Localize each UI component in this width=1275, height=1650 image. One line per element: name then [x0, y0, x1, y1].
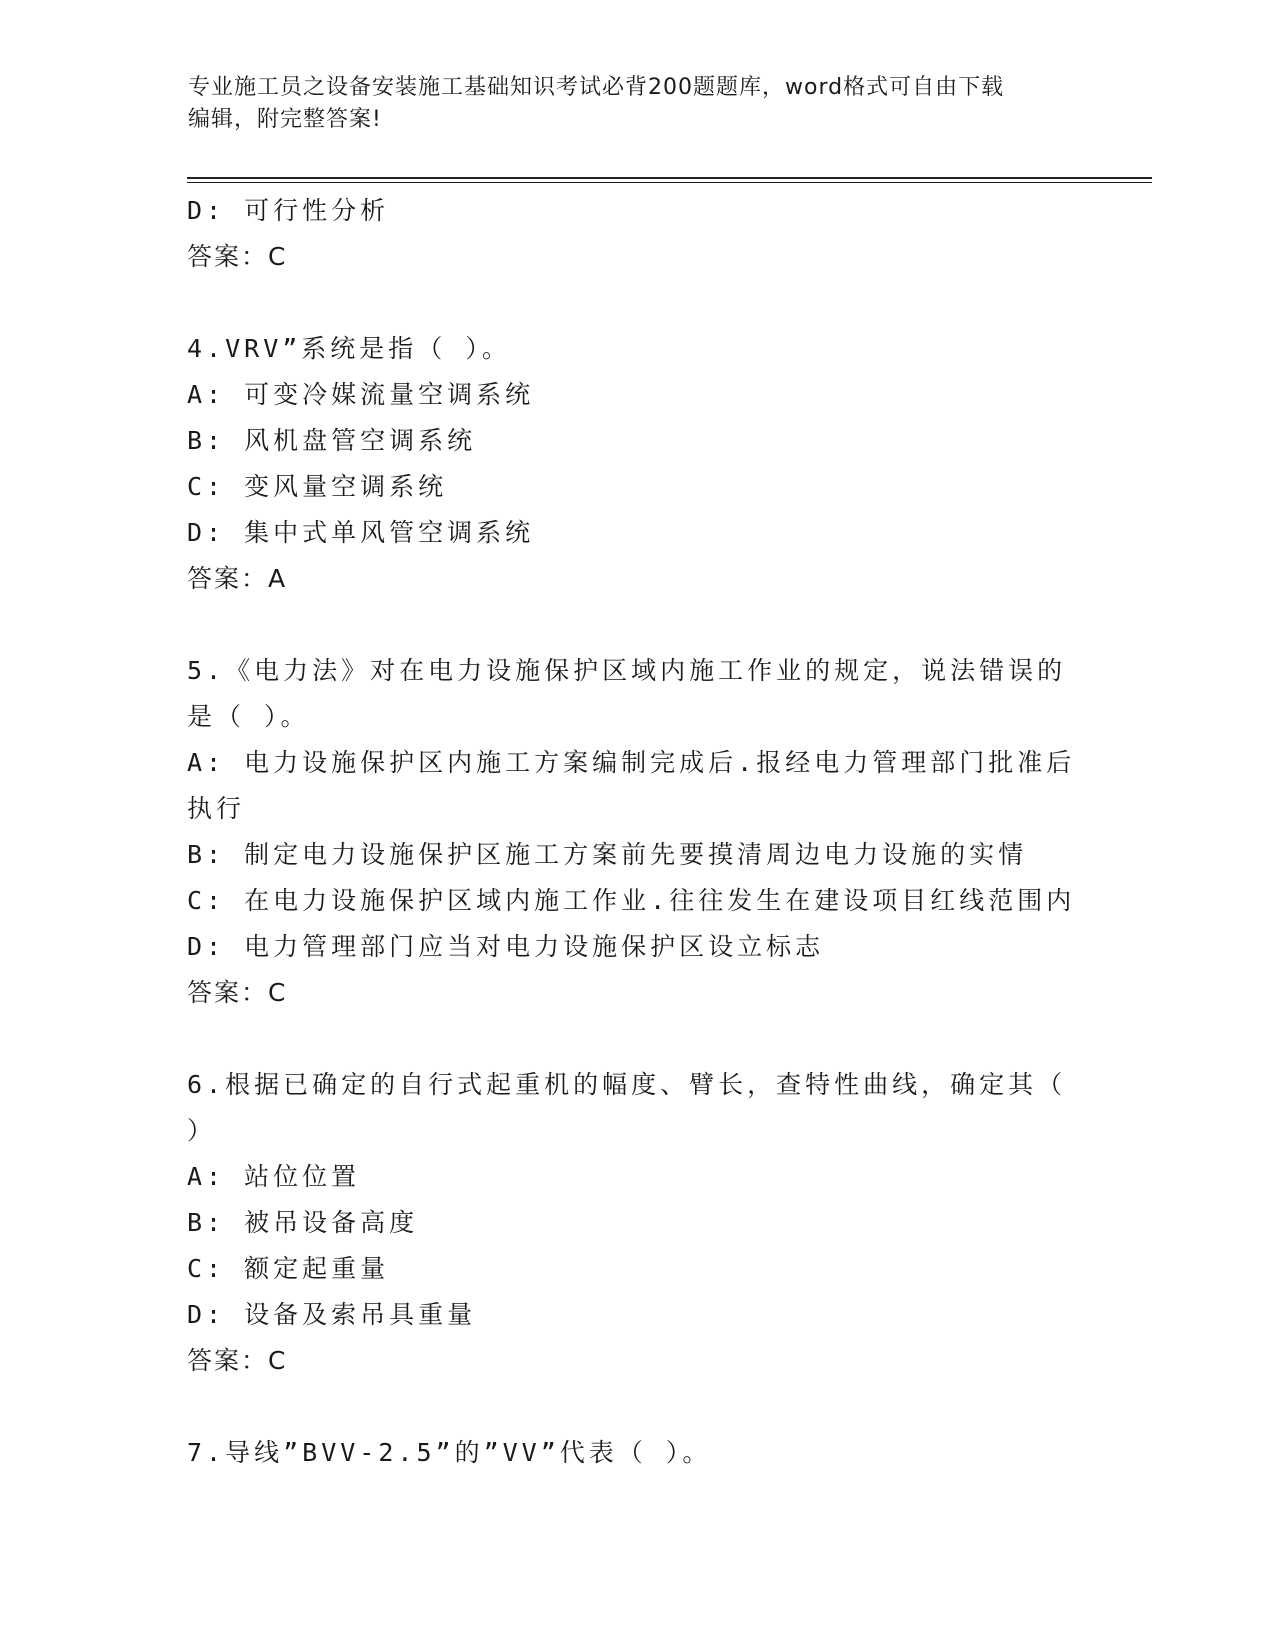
question-5-stem-line-1: 5.《电力法》对在电力设施保护区域内施工作业的规定，说法错误的: [187, 656, 1067, 685]
header-title-line-1: 专业施工员之设备安装施工基础知识考试必背200题题库，word格式可自由下载: [188, 75, 1005, 100]
question-6-option-c: C: 额定起重量: [187, 1254, 390, 1283]
question-4-option-b: B: 风机盘管空调系统: [187, 426, 477, 455]
question-5-answer: 答案：C: [187, 978, 288, 1007]
question-6-answer: 答案：C: [187, 1346, 288, 1375]
question-6-option-b: B: 被吊设备高度: [187, 1208, 419, 1237]
question-5-option-b: B: 制定电力设施保护区施工方案前先要摸清周边电力设施的实情: [187, 840, 1028, 869]
question-5-option-a-line-2: 执行: [187, 794, 246, 823]
question-6-option-a: A: 站位位置: [187, 1162, 361, 1191]
question-4-answer: 答案：A: [187, 564, 288, 593]
spacer: [187, 1016, 1067, 1062]
header-divider-thin: [187, 182, 1152, 183]
question-6-stem-line-2: ）: [187, 1116, 217, 1145]
question-5-option-d: D: 电力管理部门应当对电力设施保护区设立标志: [187, 932, 825, 961]
header-divider-thick: [187, 177, 1152, 179]
spacer: [187, 280, 1067, 326]
question-4-option-c: C: 变风量空调系统: [187, 472, 448, 501]
header-title-line-2: 编辑，附完整答案!: [188, 107, 382, 132]
spacer: [187, 1384, 1067, 1430]
prev-question-answer: 答案：C: [187, 242, 288, 271]
spacer: [187, 602, 1067, 648]
page-header: [188, 72, 1068, 136]
prev-question-option-d: D: 可行性分析: [187, 196, 390, 225]
question-5-option-c: C: 在电力设施保护区域内施工作业.往往发生在建设项目红线范围内: [187, 886, 1076, 915]
question-4-stem: 4.VRV”系统是指（ ）。: [187, 334, 511, 363]
question-6-option-d: D: 设备及索吊具重量: [187, 1300, 477, 1329]
question-5-option-a-line-1: A: 电力设施保护区内施工方案编制完成后.报经电力管理部门批准后: [187, 748, 1076, 777]
question-7-stem: 7.导线”BVV-2.5”的”VV”代表（ ）。: [187, 1438, 712, 1467]
question-6-stem-line-1: 6.根据已确定的自行式起重机的幅度、臂长，查特性曲线，确定其（: [187, 1070, 1067, 1099]
question-4-option-a: A: 可变冷媒流量空调系统: [187, 380, 535, 409]
question-content: [187, 188, 1076, 1476]
question-4-option-d: D: 集中式单风管空调系统: [187, 518, 535, 547]
question-5-stem-line-2: 是（ ）。: [187, 702, 310, 731]
